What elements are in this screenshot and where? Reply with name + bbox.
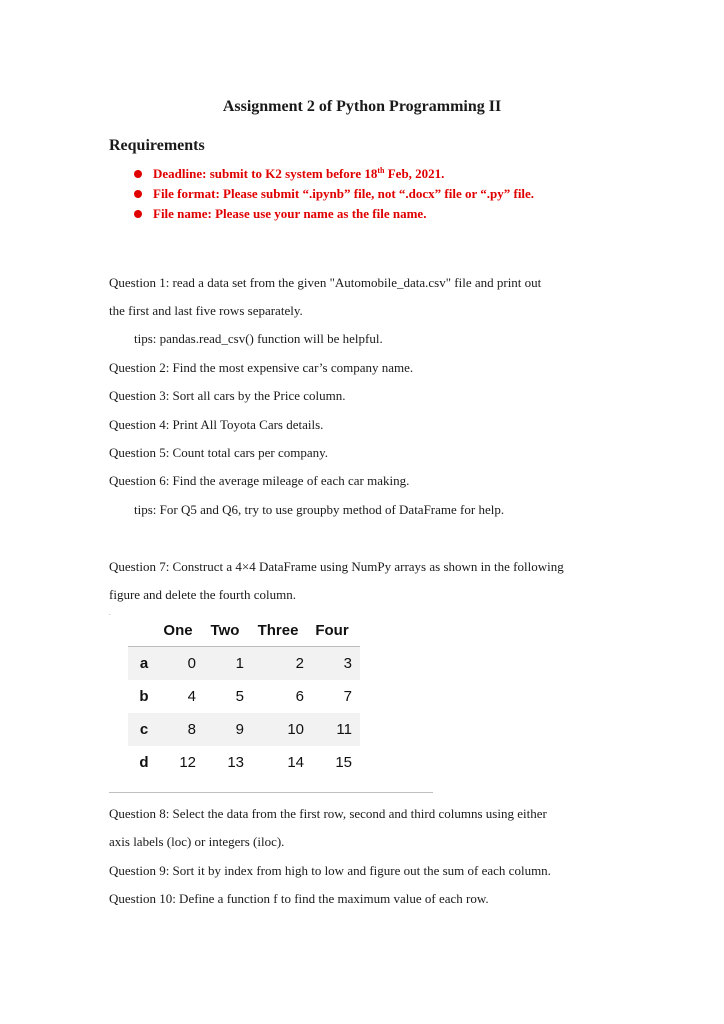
row-index: d — [139, 754, 149, 771]
question-7-line-1: Question 7: Construct a 4×4 DataFrame using NumPy arrays as shown in the following — [109, 559, 564, 574]
table-cell: 9 — [206, 713, 252, 746]
table-cell: 11 — [312, 713, 360, 746]
table-cell: 12 — [179, 754, 196, 771]
table-cell: 0 — [160, 647, 206, 681]
question-1-line-2: the first and last five rows separately. — [109, 303, 303, 318]
question-3: Question 3: Sort all cars by the Price column. — [109, 388, 346, 403]
table-cell: 4 — [187, 688, 196, 705]
column-header: Three — [252, 614, 312, 647]
dataframe-table — [128, 614, 360, 779]
table-cell: 15 — [335, 754, 352, 771]
row-index: a — [128, 647, 160, 681]
question-6: Question 6: Find the average mileage of each car making. — [109, 473, 410, 488]
question-8-line-2: axis labels (loc) or integers (iloc). — [109, 834, 285, 849]
table-cell: 8 — [160, 713, 206, 746]
question-9: Question 9: Sort it by index from high to low and figure out the sum of each column. — [109, 863, 551, 878]
dataframe-row — [128, 713, 360, 746]
dataframe-header-row — [128, 614, 360, 647]
table-cell: 7 — [343, 688, 352, 705]
stray-mark: . — [109, 609, 111, 617]
divider — [109, 792, 433, 793]
requirements-list — [134, 164, 534, 224]
question-2: Question 2: Find the most expensive car’s company name. — [109, 360, 414, 375]
column-header: Two — [206, 614, 252, 647]
bullet-icon — [134, 190, 142, 198]
question-8-line-1: Question 8: Select the data from the first row, second and third columns using either — [109, 806, 547, 821]
dataframe-row — [128, 647, 360, 681]
question-1-line-1: Question 1: read a data set from the given "Automobile_data.csv" file and print out — [109, 275, 542, 290]
table-cell: 13 — [227, 754, 244, 771]
bullet-icon — [134, 170, 142, 178]
column-header: Four — [312, 614, 360, 647]
assignment-title: Assignment 2 of Python Programming II — [222, 98, 502, 115]
table-cell: 10 — [252, 713, 312, 746]
column-header: One — [160, 614, 206, 647]
requirement-file-name: File name: Please use your name as the file name. — [134, 204, 534, 224]
dataframe-row — [128, 680, 360, 713]
question-10: Question 10: Define a function f to find the maximum value of each row. — [109, 891, 489, 906]
requirements-heading: Requirements — [109, 137, 205, 154]
question-5: Question 5: Count total cars per company. — [109, 445, 329, 460]
requirement-file-format: File format: Please submit “.ipynb” file, not “.docx” file or “.py” file. — [134, 184, 534, 204]
question-7-line-2: figure and delete the fourth column. — [109, 587, 296, 602]
table-cell: 14 — [287, 754, 304, 771]
table-cell: 1 — [206, 647, 252, 681]
question-5-6-tip: tips: For Q5 and Q6, try to use groupby method of DataFrame for help. — [134, 502, 505, 517]
bullet-icon — [134, 210, 142, 218]
dataframe-row — [128, 746, 360, 779]
table-cell: 6 — [295, 688, 304, 705]
table-cell: 5 — [235, 688, 244, 705]
row-index: b — [139, 688, 149, 705]
requirement-deadline: Deadline: submit to K2 system before 18th Feb, 2021. — [134, 164, 534, 184]
table-cell: 2 — [252, 647, 312, 681]
question-4: Question 4: Print All Toyota Cars details. — [109, 417, 324, 432]
question-1-tip: tips: pandas.read_csv() function will be helpful. — [134, 331, 383, 346]
index-header — [128, 614, 160, 647]
table-cell: 3 — [312, 647, 360, 681]
row-index: c — [128, 713, 160, 746]
